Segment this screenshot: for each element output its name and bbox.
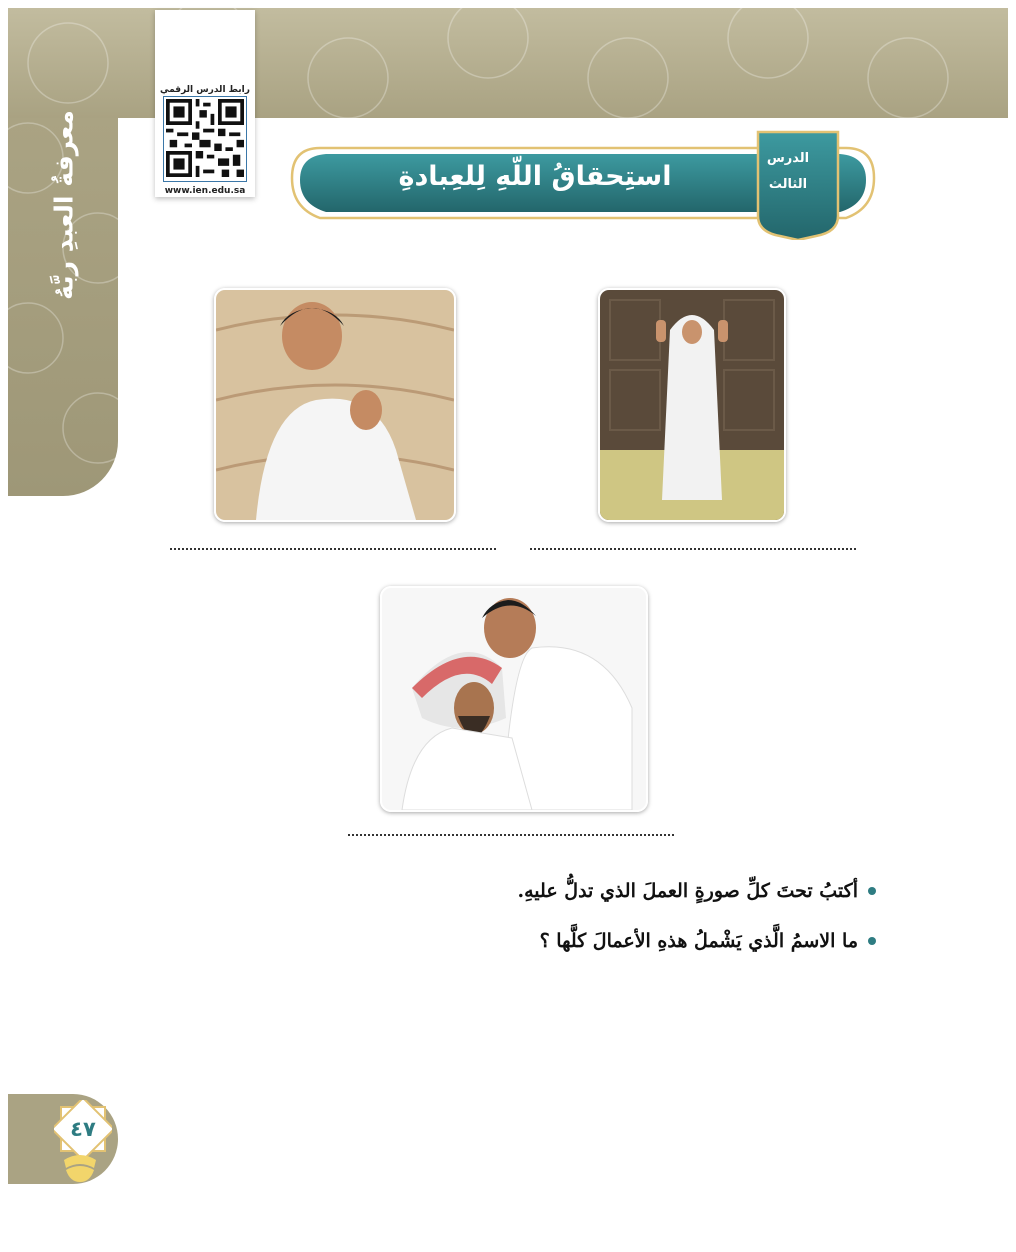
qr-code-icon: [166, 99, 244, 177]
bullet-icon: [868, 887, 876, 895]
photo-honoring-parent: [380, 586, 648, 812]
ministry-logo-icon: [60, 1150, 100, 1184]
bullet-icon: [868, 937, 876, 945]
activity-text: أكتبُ تحتَ كلِّ صورةٍ العملَ الذي تدلُّ عليهِ.: [517, 880, 858, 902]
standing-prayer-image: [600, 290, 784, 520]
lesson-title-banner: [290, 128, 876, 240]
qr-code[interactable]: [163, 96, 247, 182]
activity-text: ما الاسمُ الَّذي يَشْملُ هذهِ الأعمالَ كلَّها ؟: [539, 930, 858, 952]
answer-line[interactable]: [348, 834, 674, 836]
answer-line[interactable]: [170, 548, 496, 550]
qr-card[interactable]: [155, 10, 255, 197]
lesson-title: استِحقاقُ اللّهِ لِلعِبادةِ: [398, 161, 672, 192]
qr-label: رابط الدرس الرقمي: [160, 85, 250, 95]
lesson-number: [760, 146, 816, 198]
photo-standing-prayer: [598, 288, 786, 522]
activity-list: [316, 880, 876, 980]
answer-line[interactable]: [530, 548, 856, 550]
supplication-image: [216, 290, 454, 520]
page-number: ٤٧: [70, 1117, 96, 1141]
honoring-parent-image: [382, 588, 646, 810]
lesson-ordinal: الثالث: [768, 177, 808, 192]
list-item: [316, 930, 876, 952]
unit-title: معرفةُ العبدِ ربَّهُ: [49, 110, 79, 300]
qr-url[interactable]: www.ien.edu.sa: [164, 186, 246, 196]
list-item: [316, 880, 876, 902]
photo-supplication: [214, 288, 456, 522]
lesson-label: الدرس: [766, 151, 810, 166]
